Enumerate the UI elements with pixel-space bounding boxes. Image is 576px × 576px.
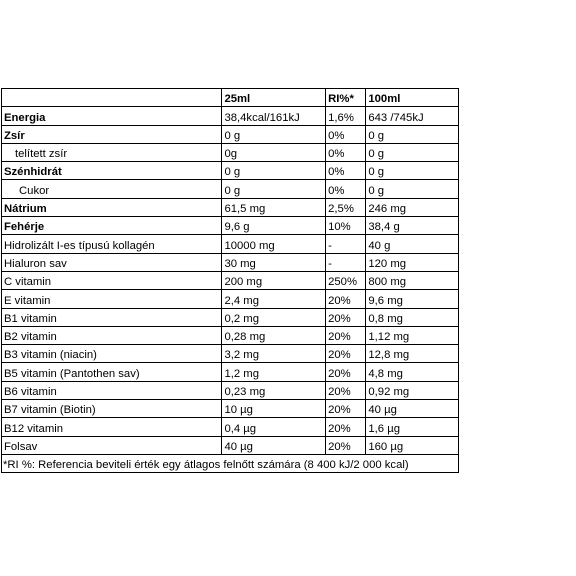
row-value-ri: 0%: [326, 180, 366, 198]
table-row: [2, 400, 459, 418]
row-name-telitett-zsir: telített zsír: [2, 143, 222, 161]
row-name-cukor: Cukor: [2, 180, 222, 198]
row-name-feherje: Fehérje: [2, 217, 222, 235]
row-value-25ml: 0,23 mg: [222, 381, 326, 399]
header-25ml: 25ml: [222, 89, 326, 107]
row-value-25ml: 10 µg: [222, 400, 326, 418]
row-name-e-vitamin: E vitamin: [2, 290, 222, 308]
row-name-b5-vitamin: B5 vitamin (Pantothen sav): [2, 363, 222, 381]
row-name-b6-vitamin: B6 vitamin: [2, 381, 222, 399]
row-value-25ml: 0g: [222, 143, 326, 161]
row-name-c-vitamin: C vitamin: [2, 271, 222, 289]
row-value-100ml: 1,12 mg: [366, 326, 459, 344]
row-value-ri: 20%: [326, 381, 366, 399]
row-value-ri: 20%: [326, 326, 366, 344]
row-value-100ml: 4,8 mg: [366, 363, 459, 381]
table-row: [2, 143, 459, 161]
row-value-25ml: 40 µg: [222, 436, 326, 454]
row-value-100ml: 40 g: [366, 235, 459, 253]
row-name-szenhidrat: Szénhidrát: [2, 162, 222, 180]
table-row: [2, 217, 459, 235]
row-value-ri: 20%: [326, 418, 366, 436]
row-value-25ml: 61,5 mg: [222, 198, 326, 216]
row-name-folsav: Folsav: [2, 436, 222, 454]
row-value-25ml: 1,2 mg: [222, 363, 326, 381]
row-name-b7-vitamin: B7 vitamin (Biotin): [2, 400, 222, 418]
header-ri-percent: RI%*: [326, 89, 366, 107]
row-value-25ml: 0,4 µg: [222, 418, 326, 436]
row-value-ri: 20%: [326, 436, 366, 454]
row-value-100ml: 40 µg: [366, 400, 459, 418]
table-row: [2, 107, 459, 125]
table-row: [2, 345, 459, 363]
row-value-25ml: 10000 mg: [222, 235, 326, 253]
row-value-ri: 20%: [326, 308, 366, 326]
row-value-100ml: 12,8 mg: [366, 345, 459, 363]
row-value-ri: 2,5%: [326, 198, 366, 216]
row-value-ri: 20%: [326, 290, 366, 308]
row-value-100ml: 120 mg: [366, 253, 459, 271]
row-value-25ml: 0,28 mg: [222, 326, 326, 344]
header-label-cell: [2, 89, 222, 107]
row-value-ri: 0%: [326, 125, 366, 143]
table-row: [2, 436, 459, 454]
row-name-natrium: Nátrium: [2, 198, 222, 216]
row-value-100ml: 246 mg: [366, 198, 459, 216]
header-100ml: 100ml: [366, 89, 459, 107]
table-row: [2, 235, 459, 253]
row-value-100ml: 0,8 mg: [366, 308, 459, 326]
nutrition-table: [1, 88, 459, 473]
table-row: [2, 363, 459, 381]
footnote-row: [2, 454, 459, 472]
row-value-25ml: 2,4 mg: [222, 290, 326, 308]
row-value-100ml: 0,92 mg: [366, 381, 459, 399]
table-row: [2, 290, 459, 308]
row-value-ri: 0%: [326, 162, 366, 180]
table-row: [2, 308, 459, 326]
row-value-ri: -: [326, 235, 366, 253]
row-value-100ml: 9,6 mg: [366, 290, 459, 308]
table-row: [2, 180, 459, 198]
row-name-zsir: Zsír: [2, 125, 222, 143]
row-value-ri: 20%: [326, 363, 366, 381]
row-value-ri: 1,6%: [326, 107, 366, 125]
table-row: [2, 125, 459, 143]
row-value-100ml: 38,4 g: [366, 217, 459, 235]
table-row: [2, 326, 459, 344]
row-value-25ml: 0 g: [222, 180, 326, 198]
row-value-100ml: 1,6 µg: [366, 418, 459, 436]
row-value-100ml: 160 µg: [366, 436, 459, 454]
row-value-ri: 250%: [326, 271, 366, 289]
footnote-text: *RI %: Referencia beviteli érték egy átlagos felnőtt számára (8 400 kJ/2 000 kcal): [2, 454, 459, 472]
table-row: [2, 162, 459, 180]
row-value-100ml: 0 g: [366, 180, 459, 198]
row-value-100ml: 0 g: [366, 143, 459, 161]
table-row: [2, 381, 459, 399]
row-value-25ml: 9,6 g: [222, 217, 326, 235]
row-value-25ml: 0 g: [222, 125, 326, 143]
row-value-25ml: 0,2 mg: [222, 308, 326, 326]
table-header-row: [2, 89, 459, 107]
table-row: [2, 418, 459, 436]
table-row: [2, 271, 459, 289]
row-name-b1-vitamin: B1 vitamin: [2, 308, 222, 326]
row-name-energia: Energia: [2, 107, 222, 125]
row-value-ri: 10%: [326, 217, 366, 235]
row-value-25ml: 38,4kcal/161kJ: [222, 107, 326, 125]
row-value-100ml: 800 mg: [366, 271, 459, 289]
row-value-ri: -: [326, 253, 366, 271]
row-value-ri: 0%: [326, 143, 366, 161]
row-name-kollagen: Hidrolizált I-es típusú kollagén: [2, 235, 222, 253]
row-value-100ml: 643 /745kJ: [366, 107, 459, 125]
row-value-25ml: 30 mg: [222, 253, 326, 271]
row-value-100ml: 0 g: [366, 162, 459, 180]
row-name-b3-vitamin: B3 vitamin (niacin): [2, 345, 222, 363]
row-value-25ml: 3,2 mg: [222, 345, 326, 363]
row-value-100ml: 0 g: [366, 125, 459, 143]
table-row: [2, 253, 459, 271]
row-name-b2-vitamin: B2 vitamin: [2, 326, 222, 344]
row-name-b12-vitamin: B12 vitamin: [2, 418, 222, 436]
row-value-25ml: 0 g: [222, 162, 326, 180]
row-value-ri: 20%: [326, 345, 366, 363]
row-value-ri: 20%: [326, 400, 366, 418]
table-row: [2, 198, 459, 216]
row-value-25ml: 200 mg: [222, 271, 326, 289]
row-name-hialuron-sav: Hialuron sav: [2, 253, 222, 271]
